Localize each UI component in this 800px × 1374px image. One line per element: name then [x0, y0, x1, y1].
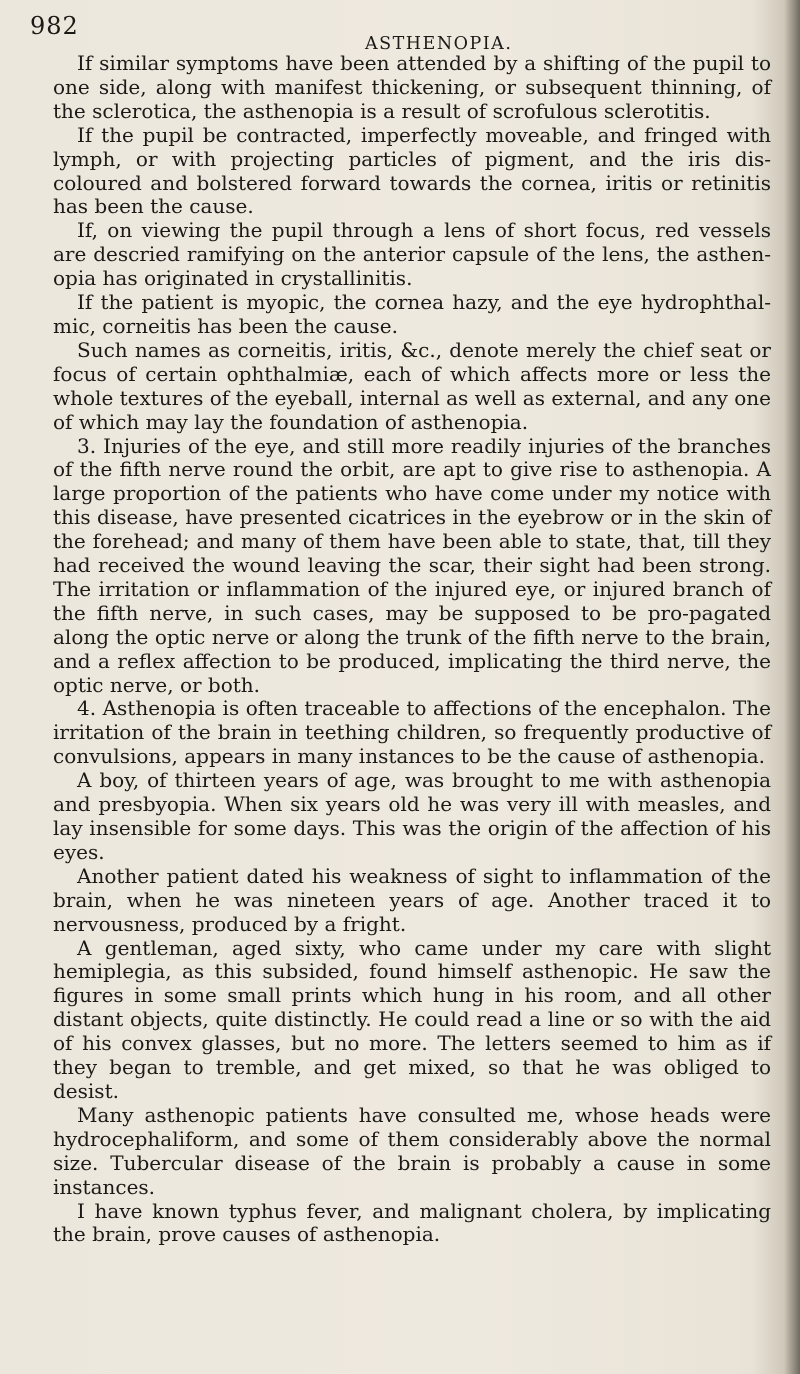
paragraph-1: If similar symptoms have been attended by a shifting of the pupil to one side, along with manifest thickening, or subsequent thinning, of the sclerotica, the asthenopia is a result of scrofulous sclerotitis.	[53, 51, 771, 123]
paragraph-6: 3. Injuries of the eye, and still more readily injuries of the branches of the fifth nerve round the orbit, are apt to give rise to asthenopia. A large proportion of the patients who have come under my notice with this disease, have presented cicatrices in the eyebrow or in the skin of the forehead; and many of them have been able to state, that, till they had received the wound leaving the scar, their sight had been strong. The irritation or inflammation of the injured eye, or injured branch of the fifth nerve, in such cases, may be supposed to be pro-pagated along the optic nerve or along the trunk of the fifth nerve to the brain, and a reflex affection to be produced, implicating the third nerve, the optic nerve, or both.	[53, 433, 771, 697]
page-number: 982	[30, 12, 79, 40]
paragraph-5: Such names as corneitis, iritis, &c., denote merely the chief seat or focus of certain ophthalmiæ, each of which affects more or less the whole textures of the eyeball, internal as well as external, and any one of which may lay the foundation of asthenopia.	[53, 337, 771, 434]
paragraph-11: Many asthenopic patients have consulted me, whose heads were hydrocephaliform, and some of them considerably above the normal size. Tubercular disease of the brain is probably a cause in some instances.	[53, 1102, 771, 1199]
paragraph-10: A gentleman, aged sixty, who came under my care with slight hemiplegia, as this subsided, found himself asthenopic. He saw the figures in some small prints which hung in his room, and all other distant objects, quite distinctly. He could read a line or so with the aid of his convex glasses, but no more. The letters seemed to him as if they began to tremble, and get mixed, so that he was obliged to desist.	[53, 935, 771, 1103]
paragraph-12: I have known typhus fever, and malignant cholera, by implicating the brain, prove causes of asthenopia.	[53, 1198, 771, 1247]
page-header	[30, 12, 770, 54]
paragraph-3: If, on viewing the pupil through a lens of short focus, red vessels are descried ramifying on the anterior capsule of the lens, the asthen-opia has originated in crystallinitis.	[53, 218, 771, 291]
paragraph-7: 4. Asthenopia is often traceable to affections of the encephalon. The irritation of the brain in teething children, so frequently productive of convulsions, appears in many instances to be the cause of asthenopia.	[53, 696, 771, 769]
paragraph-2: If the pupil be contracted, imperfectly moveable, and fringed with lymph, or with projecting particles of pigment, and the iris dis-coloured and bolstered forward towards the cornea, iritis or retinitis has been the cause.	[53, 122, 771, 219]
paragraph-4: If the patient is myopic, the cornea hazy, and the eye hydrophthal-mic, corneitis has been the cause.	[53, 290, 771, 338]
paragraph-9: Another patient dated his weakness of sight to inflammation of the brain, when he was nineteen years of age. Another traced it to nervousness, produced by a fright.	[53, 863, 771, 936]
paragraph-8: A boy, of thirteen years of age, was brought to me with asthenopia and presbyopia. When six years old he was very ill with measles, and lay insensible for some days. This was the origin of the affection of his eyes.	[53, 768, 771, 864]
body-text	[53, 52, 771, 1247]
running-head: ASTHENOPIA.	[365, 34, 513, 54]
